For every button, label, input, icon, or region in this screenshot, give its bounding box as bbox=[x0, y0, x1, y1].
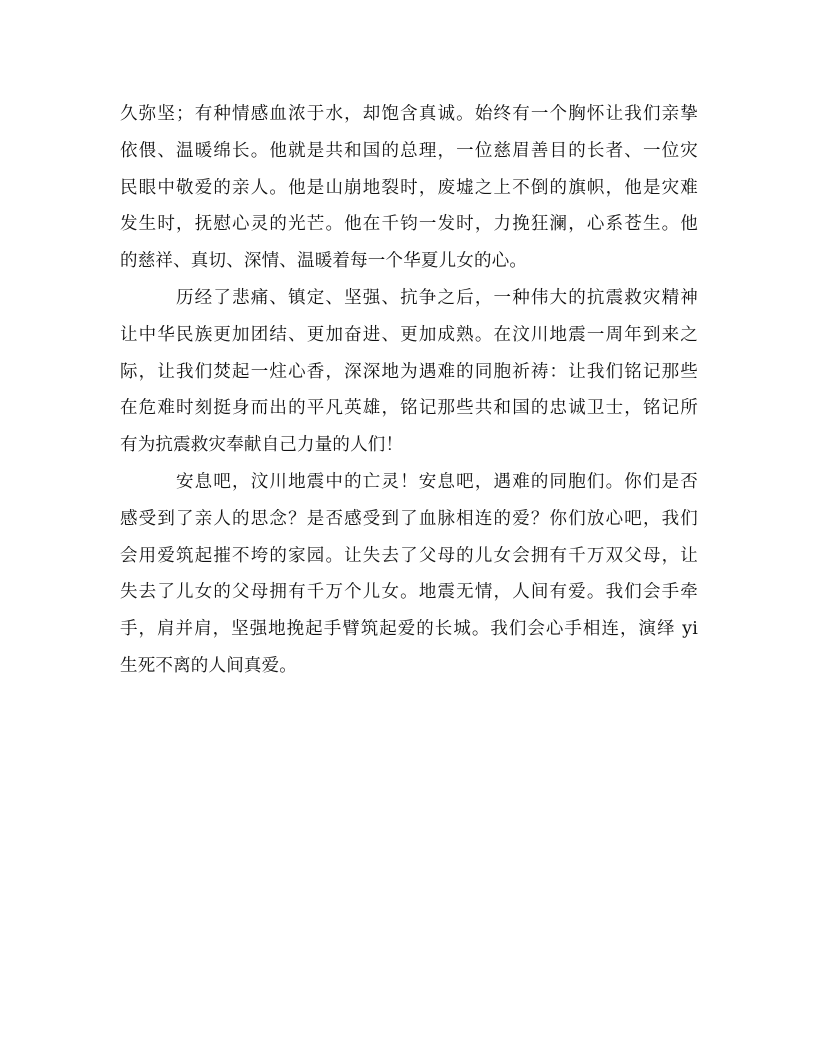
text-line: 失去了儿女的父母拥有千万个儿女。地震无情，人间有爱。我们会手牵 bbox=[120, 582, 698, 603]
text-line: 让中华民族更加团结、更加奋进、更加成熟。在汶川地震一周年到来之 bbox=[120, 324, 698, 345]
text-line: 际，让我们焚起一炷心香，深深地为遇难的同胞祈祷：让我们铭记那些 bbox=[120, 361, 698, 382]
text-line: 生死不离的人间真爱。 bbox=[120, 655, 297, 676]
paragraph-1 bbox=[120, 96, 698, 280]
text-line: 发生时，抚慰心灵的光芒。他在千钧一发时，力挽狂澜，心系苍生。他 bbox=[120, 214, 698, 235]
document-body bbox=[120, 96, 698, 685]
text-line: 安息吧，汶川地震中的亡灵！安息吧，遇难的同胞们。你们是否 bbox=[176, 471, 698, 492]
text-line: 依偎、温暖绵长。他就是共和国的总理，一位慈眉善目的长者、一位灾 bbox=[120, 140, 698, 161]
text-line: 的慈祥、真切、深情、温暖着每一个华夏儿女的心。 bbox=[120, 251, 528, 272]
text-line: 会用爱筑起摧不垮的家园。让失去了父母的儿女会拥有千万双父母，让 bbox=[120, 545, 698, 566]
paragraph-2 bbox=[120, 280, 698, 464]
text-line: 历经了悲痛、镇定、坚强、抗争之后，一种伟大的抗震救灾精神 bbox=[176, 287, 698, 308]
text-line: 手，肩并肩，坚强地挽起手臂筑起爱的长城。我们会心手相连，演绎 yi bbox=[120, 619, 698, 640]
text-line: 在危难时刻挺身而出的平凡英雄，铭记那些共和国的忠诚卫士，铭记所 bbox=[120, 398, 698, 419]
text-line: 久弥坚；有种情感血浓于水，却饱含真诚。始终有一个胸怀让我们亲挚 bbox=[120, 104, 698, 124]
text-line: 民眼中敬爱的亲人。他是山崩地裂时，废墟之上不倒的旗帜，他是灾难 bbox=[120, 177, 698, 198]
text-line: 感受到了亲人的思念？是否感受到了血脉相连的爱？你们放心吧，我们 bbox=[120, 508, 698, 529]
paragraph-3 bbox=[120, 464, 698, 685]
text-line: 有为抗震救灾奉献自己力量的人们！ bbox=[120, 435, 404, 456]
